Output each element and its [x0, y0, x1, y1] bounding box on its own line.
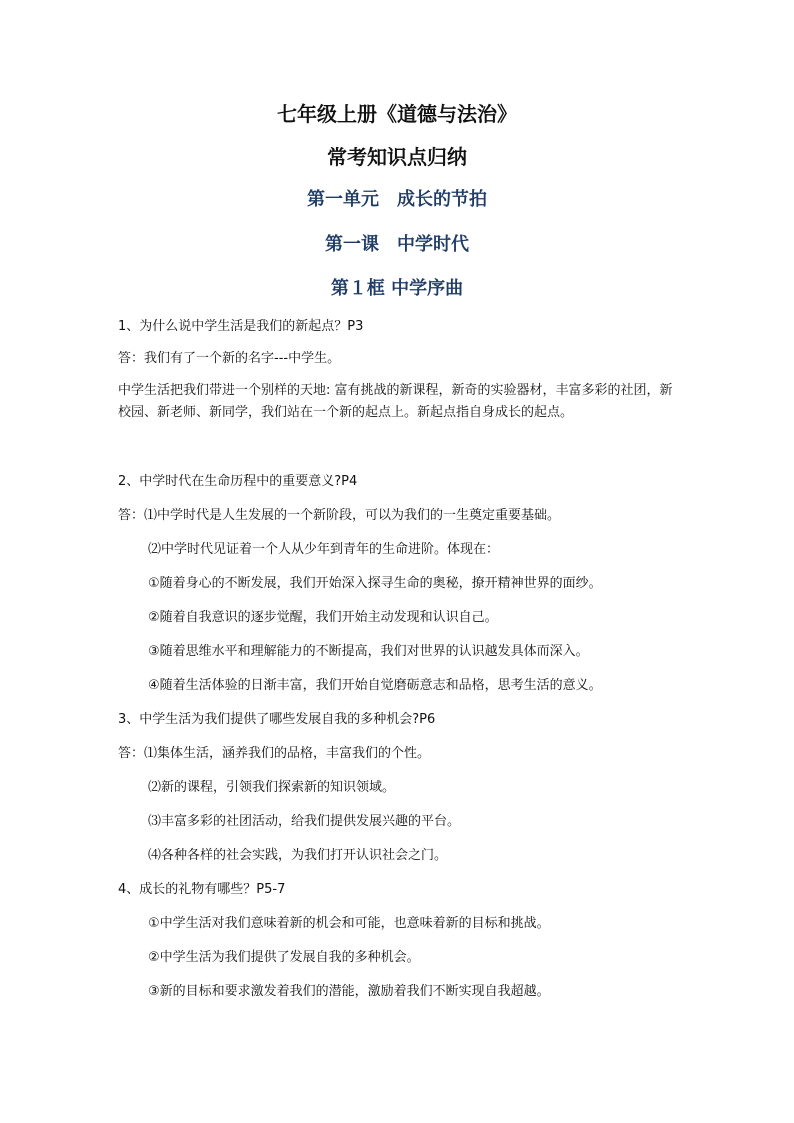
answer-1-intro: 答：我们有了一个新的名字---中学生。	[118, 351, 341, 366]
document-subtitle: 常考知识点归纳	[327, 145, 467, 169]
answer-4-item: ①中学生活对我们意味着新的机会和可能，也意味着新的目标和挑战。	[148, 916, 550, 931]
frame-heading: 第１框 中学序曲	[330, 278, 464, 299]
answer-2-item: ⑵中学时代见证着一个人从少年到青年的生命进阶。体现在：	[148, 542, 500, 557]
question-1: 1、为什么说中学生活是我们的新起点？P3	[118, 319, 364, 334]
answer-2-item: ③随着思维水平和理解能力的不断提高，我们对世界的认识越发具体而深入。	[148, 644, 589, 659]
question-3: 3、中学生活为我们提供了哪些发展自我的多种机会?P6	[118, 712, 436, 727]
document-title: 七年级上册《道德与法治》	[277, 102, 517, 126]
answer-4-item: ③新的目标和要求激发着我们的潜能，激励着我们不断实现自我超越。	[148, 984, 550, 999]
question-2: 2、中学时代在生命历程中的重要意义?P4	[118, 474, 358, 489]
answer-2-item: ④随着生活体验的日渐丰富，我们开始自觉磨砺意志和品格，思考生活的意义。	[148, 678, 602, 693]
answer-3-intro: 答：⑴集体生活，涵养我们的品格，丰富我们的个性。	[118, 746, 431, 761]
answer-2-item: ②随着自我意识的逐步觉醒，我们开始主动发现和认识自己。	[148, 610, 498, 625]
answer-1-paragraph: 中学生活把我们带进一个别样的天地: 富有挑战的新课程，新奇的实验器材，丰富多彩的社团，新校园、新老师、新同学，我们站在一个新的起点上。新起点指自身成长的起点。	[118, 383, 673, 420]
answer-2-intro: 答：⑴中学时代是人生发展的一个新阶段，可以为我们的一生奠定重要基础。	[118, 508, 561, 523]
answer-3-item: ⑶丰富多彩的社团活动，给我们提供发展兴趣的平台。	[148, 814, 461, 829]
answer-2-item: ①随着身心的不断发展，我们开始深入探寻生命的奥秘，撩开精神世界的面纱。	[148, 576, 602, 591]
answer-3-item: ⑷各种各样的社会实践，为我们打开认识社会之门。	[148, 848, 448, 863]
answer-4-item: ②中学生活为我们提供了发展自我的多种机会。	[148, 950, 420, 965]
lesson-heading: 第一课 中学时代	[325, 234, 469, 255]
question-4: 4、成长的礼物有哪些？P5-7	[118, 882, 286, 897]
answer-3-item: ⑵新的课程，引领我们探索新的知识领域。	[148, 780, 396, 795]
unit-heading: 第一单元 成长的节拍	[307, 189, 487, 210]
